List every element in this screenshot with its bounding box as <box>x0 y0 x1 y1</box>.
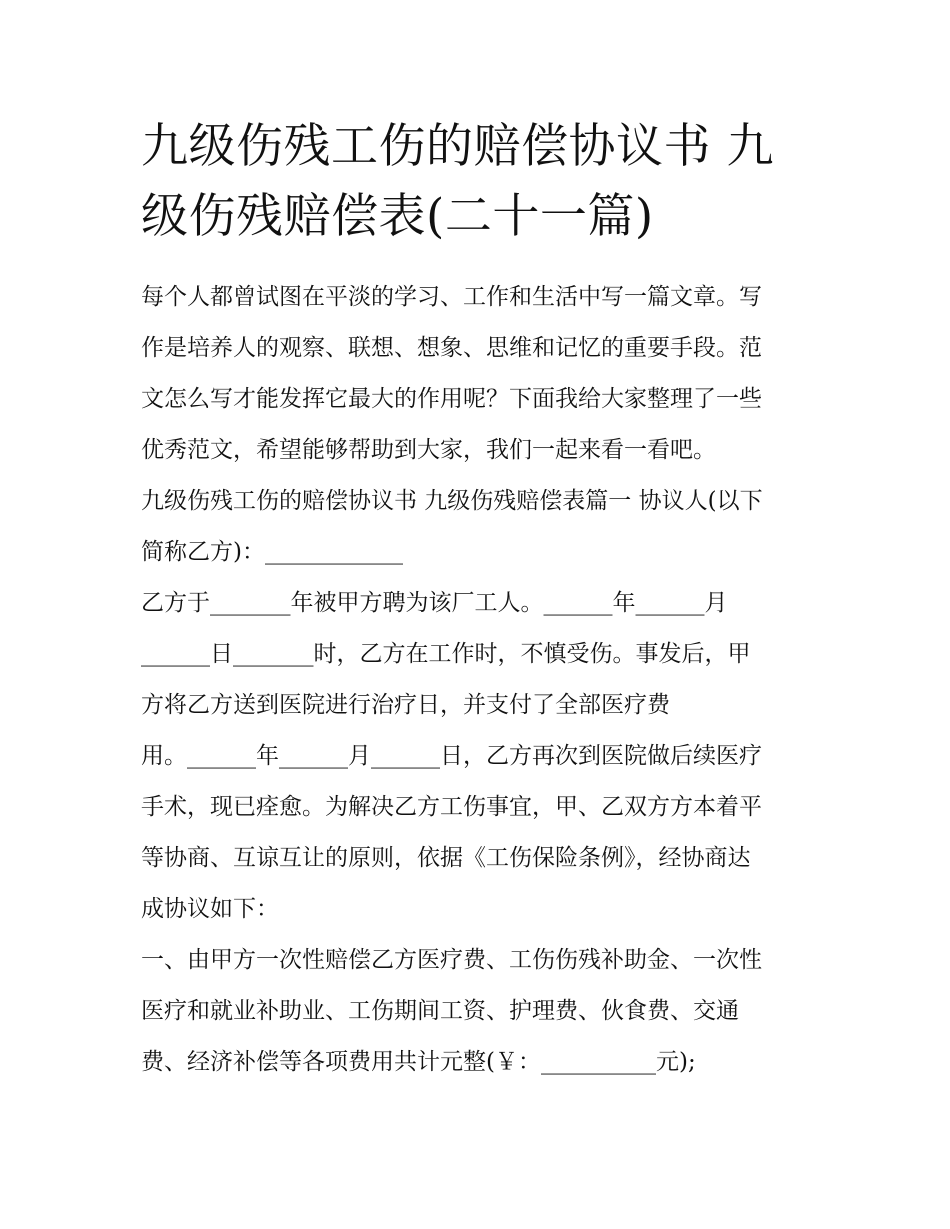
body-line: 费、经济补偿等各项费用共计元整(￥：__________元); <box>141 1049 696 1075</box>
body-line: 优秀范文，希望能够帮助到大家，我们一起来看一看吧。 <box>141 437 716 463</box>
body-line: 九级伤残工伤的赔偿协议书 九级伤残赔偿表篇一 协议人(以下 <box>141 488 763 514</box>
document-page <box>141 112 813 1088</box>
document-title <box>141 112 813 252</box>
body-line: 作是培养人的观察、联想、想象、思维和记忆的重要手段。范 <box>141 335 762 361</box>
body-line: 每个人都曾试图在平淡的学习、工作和生活中写一篇文章。写 <box>141 284 762 310</box>
body-line: 乙方于_______年被甲方聘为该厂工人。______年______月 <box>141 590 728 616</box>
body-line: 用。______年______月______日，乙方再次到医院做后续医疗 <box>141 743 762 769</box>
body-line: 成协议如下： <box>141 896 279 922</box>
title-line: 九级伤残工伤的赔偿协议书 九 <box>141 119 774 174</box>
body-line: 文怎么写才能发挥它最大的作用呢？下面我给大家整理了一些 <box>141 386 762 412</box>
body-line: ______日_______时，乙方在工作时，不慎受伤。事发后，甲 <box>141 641 751 667</box>
body-line: 等协商、互谅互让的原则，依据《工伤保险条例》，经协商达 <box>141 845 751 871</box>
body-line: 医疗和就业补助业、工伤期间工资、护理费、伙食费、交通 <box>141 998 739 1024</box>
body-line: 一、由甲方一次性赔偿乙方医疗费、工伤伤残补助金、一次性 <box>141 947 762 973</box>
body-line: 方将乙方送到医院进行治疗日，并支付了全部医疗费 <box>141 692 670 718</box>
body-line: 简称乙方)：____________ <box>141 539 403 565</box>
document-body <box>141 272 813 1088</box>
title-line: 级伤残赔偿表(二十一篇) <box>141 189 654 244</box>
body-line: 手术，现已痊愈。为解决乙方工伤事宜，甲、乙双方方本着平 <box>141 794 762 820</box>
